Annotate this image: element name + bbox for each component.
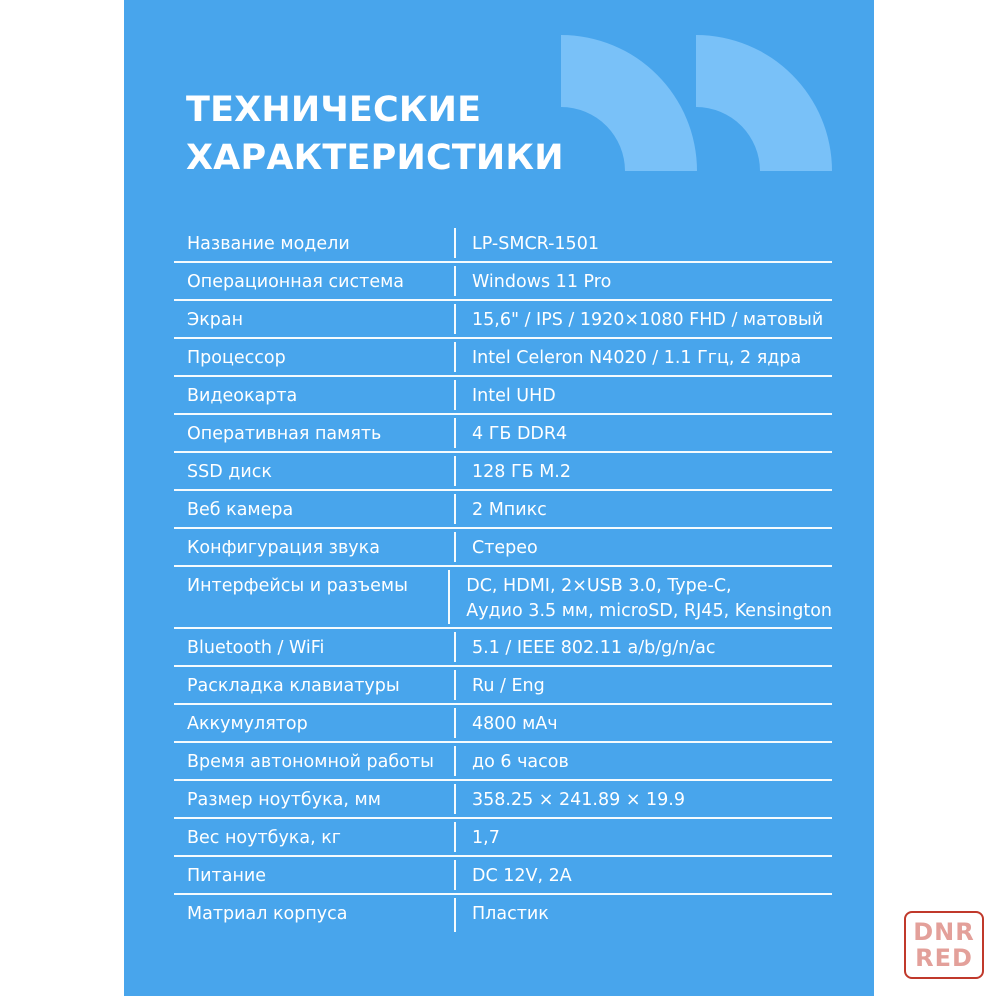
spec-row	[174, 453, 832, 491]
watermark-line-2: RED	[915, 944, 973, 972]
spec-label: Вес ноутбука, кг	[187, 828, 341, 848]
spec-label: Время автономной работы	[187, 752, 434, 772]
spec-value-line-1: DC, HDMI, 2×USB 3.0, Type-C,	[466, 576, 732, 596]
spec-label: Аккумулятор	[187, 714, 308, 734]
spec-value: DC 12V, 2A	[472, 866, 572, 886]
title-line-2: ХАРАКТЕРИСТИКИ	[186, 138, 564, 178]
spec-row	[174, 225, 832, 263]
spec-value: Ru / Eng	[472, 676, 545, 696]
spec-row	[174, 491, 832, 529]
spec-value: 4800 мАч	[472, 714, 558, 734]
spec-label: Название модели	[187, 234, 350, 254]
spec-label: Матриал корпуса	[187, 904, 348, 924]
spec-label: SSD диск	[187, 462, 272, 482]
spec-value: LP-SMCR-1501	[472, 234, 599, 254]
quote-mark-icon	[696, 35, 832, 171]
spec-row	[174, 743, 832, 781]
spec-label: Размер ноутбука, мм	[187, 790, 381, 810]
spec-row	[174, 705, 832, 743]
spec-value: 2 Мпикс	[472, 500, 547, 520]
spec-row	[174, 301, 832, 339]
spec-value: 128 ГБ M.2	[472, 462, 572, 482]
spec-row	[174, 339, 832, 377]
spec-row	[174, 377, 832, 415]
spec-value: 15,6" / IPS / 1920×1080 FHD / матовый	[472, 310, 824, 330]
spec-label: Процессор	[187, 348, 286, 368]
spec-row	[174, 529, 832, 567]
spec-label: Операционная система	[187, 272, 405, 292]
spec-value-line-2: Аудио 3.5 мм, microSD, RJ45, Kensington	[466, 601, 832, 621]
spec-value: Intel Celeron N4020 / 1.1 Ггц, 2 ядра	[472, 348, 802, 368]
page-title	[186, 86, 564, 182]
watermark-line-1: DNR	[913, 918, 975, 946]
spec-label: Раскладка клавиатуры	[187, 676, 400, 696]
spec-value: Windows 11 Pro	[472, 272, 612, 292]
spec-row	[174, 895, 832, 935]
spec-label: Интерфейсы и разъемы	[187, 576, 408, 596]
spec-row	[174, 781, 832, 819]
spec-label: Экран	[187, 310, 244, 330]
spec-value: Пластик	[472, 904, 549, 924]
quote-mark-icon	[561, 35, 697, 171]
spec-table	[174, 225, 832, 935]
spec-value: до 6 часов	[472, 752, 569, 772]
spec-value: 5.1 / IEEE 802.11 a/b/g/n/ac	[472, 638, 716, 658]
spec-row	[174, 819, 832, 857]
spec-label: Веб камера	[187, 500, 294, 520]
spec-label: Питание	[187, 866, 267, 886]
spec-value: 358.25 × 241.89 × 19.9	[472, 790, 686, 810]
spec-row	[174, 415, 832, 453]
spec-row	[174, 567, 832, 629]
spec-row	[174, 667, 832, 705]
spec-row	[174, 857, 832, 895]
spec-label: Видеокарта	[187, 386, 298, 406]
spec-value: Intel UHD	[472, 386, 556, 406]
spec-label: Конфигурация звука	[187, 538, 380, 558]
spec-row	[174, 263, 832, 301]
spec-value: 1,7	[472, 828, 500, 848]
spec-value: 4 ГБ DDR4	[472, 424, 568, 444]
spec-label: Оперативная память	[187, 424, 382, 444]
watermark-logo	[904, 911, 984, 979]
spec-row	[174, 629, 832, 667]
spec-label: Bluetooth / WiFi	[187, 638, 325, 658]
spec-value: Стерео	[472, 538, 538, 558]
title-line-1: ТЕХНИЧЕСКИЕ	[186, 90, 482, 130]
spec-value	[450, 567, 832, 627]
spec-sheet-panel	[124, 0, 874, 996]
